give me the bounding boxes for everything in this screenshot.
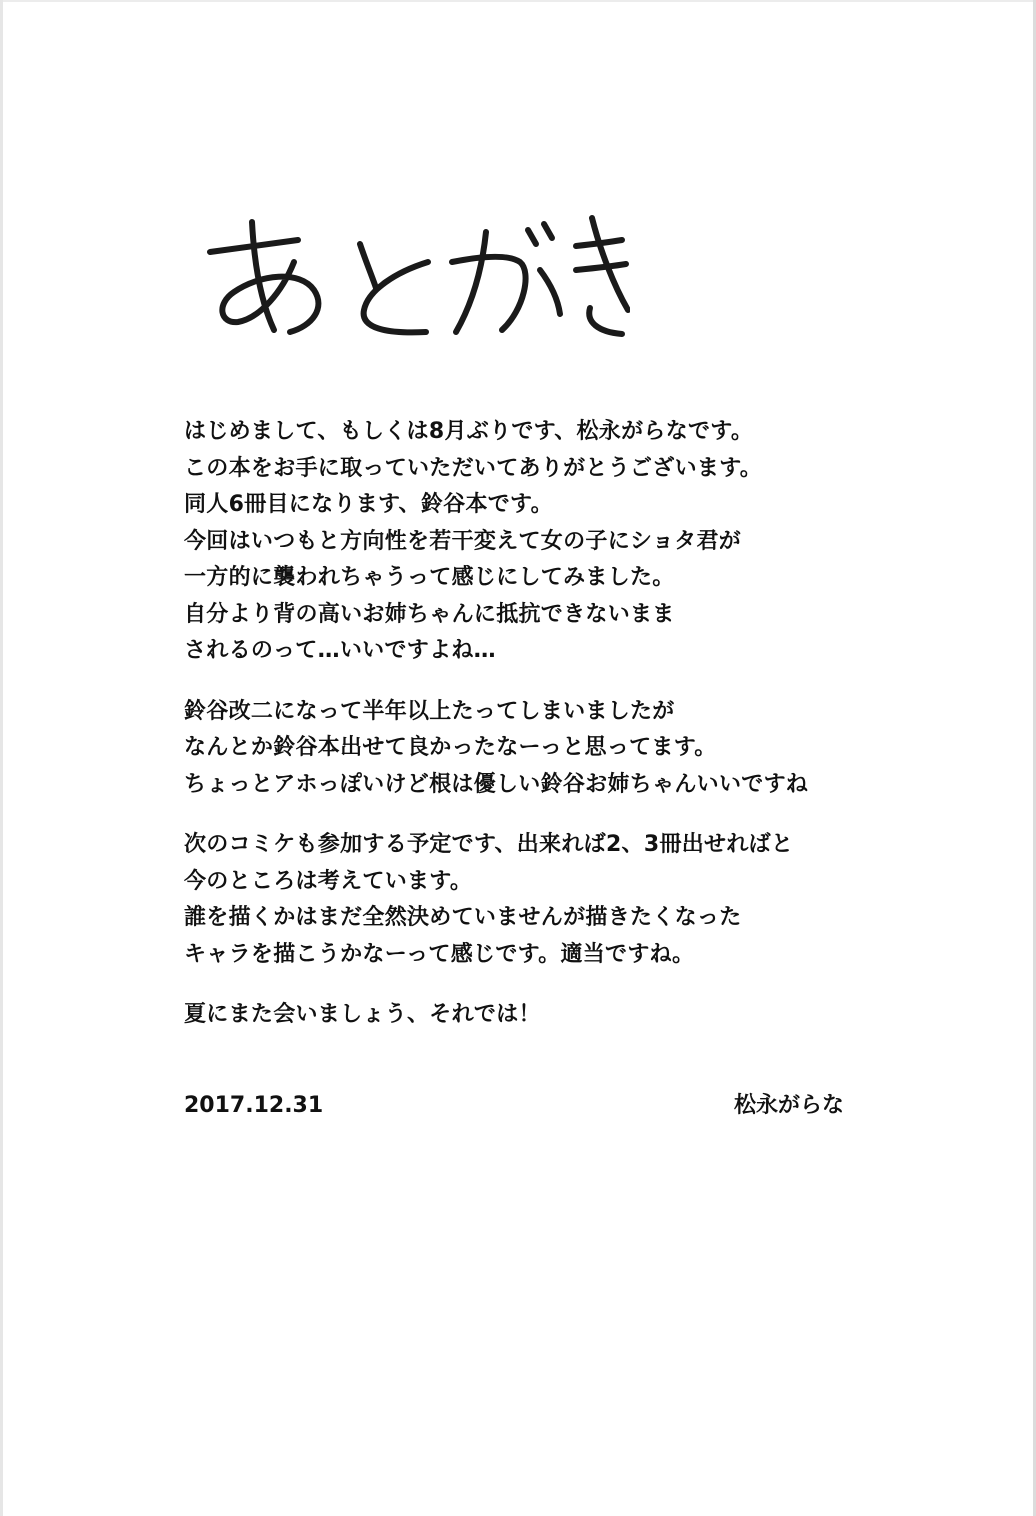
text-line: 同人6冊目になります、鈴谷本です。: [184, 492, 553, 517]
text-line: 次のコミケも参加する予定です、出来れば2、3冊出せればと: [184, 832, 794, 857]
paragraph-spacer: [184, 670, 904, 694]
text-line: 誰を描くかはまだ全然決めていませんが描きたくなった: [184, 905, 742, 930]
afterword-body: [184, 414, 904, 1034]
text-line: されるのって…いいですよね…: [184, 638, 496, 663]
page-edge-left: [0, 0, 3, 1516]
text-line: 今のところは考えています。: [184, 868, 473, 894]
handwritten-heading-atogaki: [190, 200, 630, 350]
text-line: なんとか鈴谷本出せて良かったなーっと思ってます。: [184, 735, 717, 760]
paragraph-farewell: [184, 997, 904, 1034]
text-line: 夏にまた会いましょう、それでは！: [184, 1002, 541, 1027]
paragraph-spacer: [184, 803, 904, 827]
page-edge-top: [0, 0, 1036, 2]
afterword-footer: [184, 1088, 884, 1124]
text-line: この本をお手に取っていただいてありがとうございます。: [184, 455, 763, 481]
paragraph-suzuya: [184, 694, 904, 804]
paragraph-next-comiket: [184, 827, 904, 973]
handwritten-heading-graphic: [190, 200, 630, 350]
text-line: 自分より背の高いお姉ちゃんに抵抗できないまま: [184, 601, 675, 627]
text-line: はじめまして、もしくは8月ぶりです、松永がらなです。: [184, 419, 754, 444]
text-line: キャラを描こうかなーって感じです。適当ですね。: [184, 941, 695, 967]
text-line: 一方的に襲われちゃうって感じにしてみました。: [184, 565, 675, 590]
paragraph-greeting: [184, 414, 904, 670]
text-line: 鈴谷改二になって半年以上たってしまいましたが: [184, 698, 675, 724]
text-line: 今回はいつもと方向性を若干変えて女の子にショタ君が: [184, 528, 742, 554]
author-signature: 松永がらな: [734, 1093, 845, 1118]
paragraph-spacer: [184, 973, 904, 997]
text-line: ちょっとアホっぽいけど根は優しい鈴谷お姉ちゃんいいですね: [184, 771, 809, 797]
date-text: 2017.12.31: [184, 1093, 324, 1118]
